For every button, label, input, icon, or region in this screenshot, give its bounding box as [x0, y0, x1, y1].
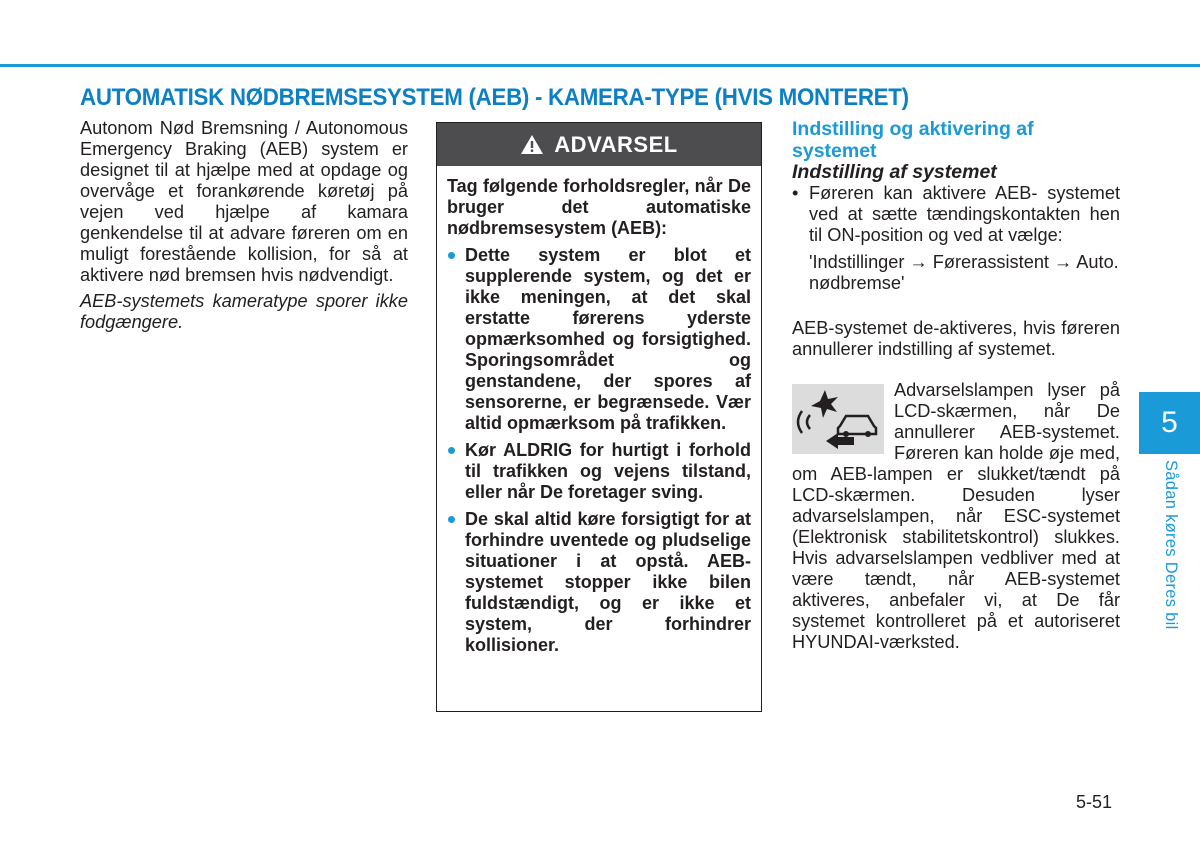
intro-column	[80, 118, 408, 333]
settings-column	[792, 118, 1120, 653]
activation-bullet: • Føreren kan aktivere AEB- systemet ved at sætte tændingskontakten hen til ON-position og ved at vælge:	[792, 183, 1120, 246]
chapter-title: Sådan køres Deres bil	[1162, 460, 1180, 630]
aeb-warning-lamp-icon	[792, 384, 884, 454]
warning-heading: ADVARSEL	[554, 131, 678, 157]
lamp-text: Advarselslampen lyser på LCD-skærmen, når De annullerer AEB-systemet. Føreren kan holde øje med, om AEB-lampen er slukket/tændt på LCD-skærmen. Desuden lyser advarselslampen, når ESC-systemet (Elektronisk stabilitetskontrol) slukkes. Hvis advarselslampen vedbliver med at være tændt, når AEB-systemet aktiveres, anbefaler vi, at De får systemet kontrolleret på et autoriseret HYUNDAI-værksted.	[792, 380, 1120, 652]
page-title: AUTOMATISK NØDBREMSESYSTEM (AEB) - KAMERA-TYPE (HVIS MONTERET)	[80, 84, 909, 111]
warning-item: Dette system er blot et supplerende system, og det er ikke meningen, at det skal erstatte førerens yderste opmærksomhed og forsigtighed. Sporingsområdet og genstandene, der spores af sensorerne, er begrænsede. Vær altid opmærksom på trafikken.	[447, 245, 751, 434]
lamp-block	[792, 380, 1120, 653]
sub-heading: Indstilling af systemet	[792, 161, 997, 183]
intro-paragraph: Autonom Nød Bremsning / Autonomous Emergency Braking (AEB) system er designet til at hjælpe med at opdage og overvåge et forankørende køretøj på vejen ved hjælpe af kamara genkendelse til at advare føreren om en muligt forestående kollision, for så at aktivere nød bremsen hvis nødvendigt.	[80, 118, 408, 285]
menu-path: 'Indstillinger → Førerassistent → Auto. nødbremse'	[809, 252, 1119, 293]
warning-box	[436, 122, 762, 712]
warning-item: Kør ALDRIG for hurtigt i forhold til trafikken og vejens tilstand, eller når De foretager sving.	[447, 440, 751, 503]
section-heading: Indstilling og aktivering af systemet	[792, 118, 1034, 162]
warning-body	[437, 166, 761, 656]
warning-list	[447, 245, 751, 656]
warning-item: De skal altid køre forsigtigt for at forhindre uventede og pludselige situationer i at opstå. AEB-systemet stopper ikke bilen fuldstændigt, og er ikke et system, der forhindrer kollisioner.	[447, 509, 751, 656]
page-number: 5-51	[1076, 792, 1113, 812]
deactivation-text: AEB-systemet de-aktiveres, hvis føreren annullerer indstilling af systemet.	[792, 318, 1120, 359]
warning-triangle-icon	[520, 134, 544, 155]
header-rule	[0, 64, 1200, 67]
warning-header	[437, 123, 761, 166]
pedestrian-note: AEB-systemets kameratype sporer ikke fodgængere.	[80, 291, 408, 332]
chapter-tab: 5	[1139, 392, 1200, 454]
warning-intro: Tag følgende forholdsregler, når De bruger det automatiske nødbremsesystem (AEB):	[447, 176, 751, 238]
